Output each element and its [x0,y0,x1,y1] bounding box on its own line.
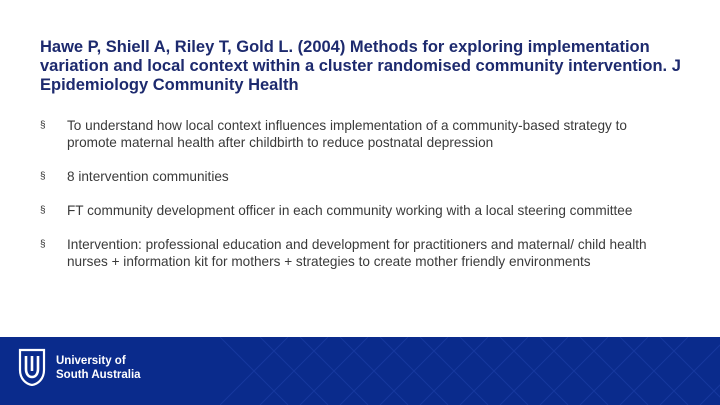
bullet-marker: § [40,239,46,250]
bullet-item [40,236,680,270]
university-name-line1: University of [56,355,126,367]
bullet-item [40,168,680,185]
bullet-text: Intervention: professional education and development for practitioners and maternal/ child health nurses + information kit for mothers + strategies to create mother friendly environments [67,237,647,269]
slide-title: Hawe P, Shiell A, Riley T, Gold L. (2004) Methods for exploring implementation variation and local context within a cluster randomised community intervention. J Epidemiology Community Health [40,38,681,94]
bullet-text: To understand how local context influences implementation of a community-based strategy to promote maternal health after childbirth to reduce postnatal depression [67,118,627,150]
university-shield-icon [18,348,46,386]
bullet-text: 8 intervention communities [67,169,229,184]
footer-pattern [220,337,720,405]
bullet-list [40,117,680,287]
bullet-marker: § [40,205,46,216]
bullet-marker: § [40,171,46,182]
bullet-item [40,202,680,219]
university-name [56,354,141,382]
bullet-marker: § [40,120,46,131]
university-name-line2: South Australia [56,369,141,381]
bullet-text: FT community development officer in each community working with a local steering committee [67,203,633,218]
bullet-item [40,117,680,151]
